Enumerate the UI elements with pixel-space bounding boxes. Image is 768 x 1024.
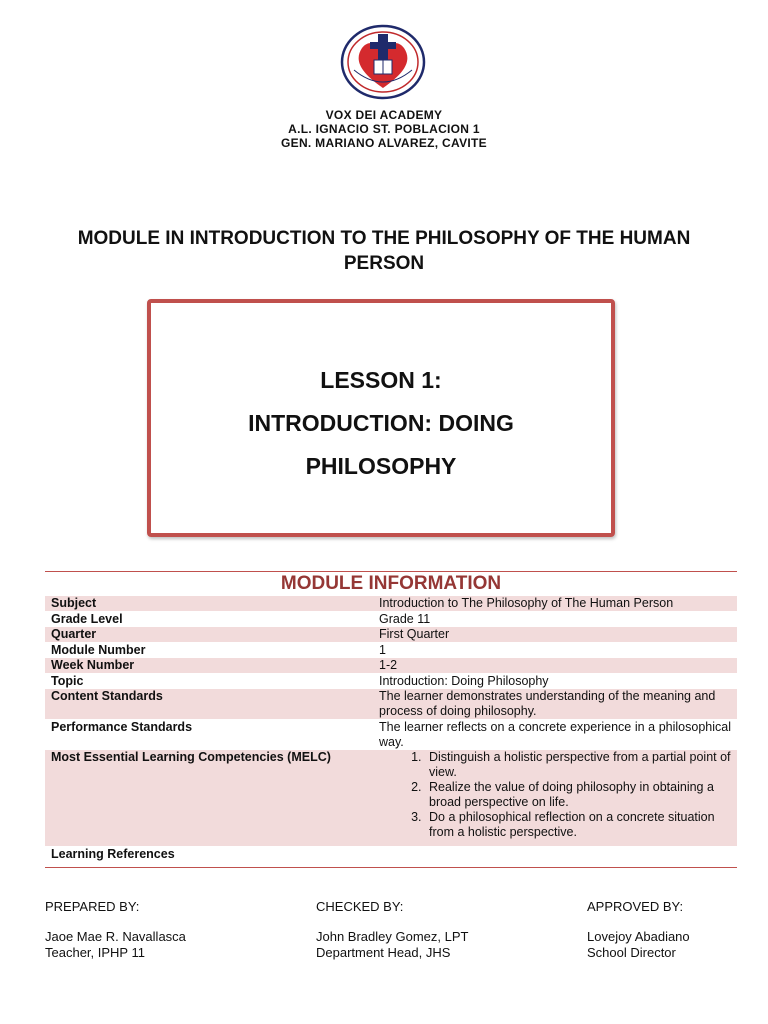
prepared-by-name: Jaoe Mae R. Navallasca bbox=[45, 929, 186, 944]
table-row bbox=[45, 596, 737, 612]
topic-value: Introduction: Doing Philosophy bbox=[379, 674, 549, 688]
module-info-heading: MODULE INFORMATION bbox=[280, 573, 502, 594]
subject-value: Introduction to The Philosophy of The Human Person bbox=[373, 596, 737, 612]
learning-references-label: Learning References bbox=[51, 847, 175, 861]
checked-by-name: John Bradley Gomez, LPT bbox=[316, 929, 469, 944]
lesson-title-line-2: PHILOSOPHY bbox=[305, 453, 457, 479]
performance-standards-value: The learner reflects on a concrete experience in a philosophical way. bbox=[379, 720, 731, 749]
table-row bbox=[45, 689, 737, 720]
module-info-bottom-rule bbox=[45, 867, 737, 868]
melc-value bbox=[373, 750, 737, 847]
week-number-label: Week Number bbox=[45, 658, 373, 674]
checked-by-role: Department Head, JHS bbox=[316, 945, 451, 960]
week-number-value: 1-2 bbox=[373, 658, 737, 674]
approved-by-heading: APPROVED BY: bbox=[587, 899, 684, 914]
quarter-value: First Quarter bbox=[373, 627, 737, 643]
school-seal-logo bbox=[340, 24, 426, 100]
grade-level-value: Grade 11 bbox=[379, 612, 431, 626]
lesson-title-line-1: INTRODUCTION: DOING bbox=[248, 410, 514, 436]
prepared-by-heading: PREPARED BY: bbox=[45, 899, 140, 914]
lesson-title-box bbox=[147, 299, 615, 537]
content-standards-value: The learner demonstrates understanding of the meaning and process of doing philosophy. bbox=[373, 689, 737, 720]
learning-references-value bbox=[373, 847, 737, 863]
melc-label: Most Essential Learning Competencies (MELC) bbox=[45, 750, 373, 847]
school-address-line-1: A.L. IGNACIO ST. POBLACION 1 bbox=[288, 122, 480, 136]
content-standards-label: Content Standards bbox=[45, 689, 373, 720]
melc-item: 3. Do a philosophical reflection on a concrete situation from a holistic perspective. bbox=[425, 810, 731, 840]
table-row bbox=[45, 612, 737, 628]
table-row bbox=[45, 847, 737, 863]
checked-by-heading: CHECKED BY: bbox=[316, 899, 404, 914]
melc-list bbox=[379, 750, 731, 840]
grade-level-label: Grade Level bbox=[51, 612, 123, 626]
melc-item: 2. Realize the value of doing philosophy in obtaining a broad perspective on life. bbox=[425, 780, 731, 810]
school-name: VOX DEI ACADEMY bbox=[325, 108, 443, 122]
quarter-label: Quarter bbox=[45, 627, 373, 643]
performance-standards-label: Performance Standards bbox=[51, 720, 193, 734]
lesson-number: LESSON 1: bbox=[320, 367, 442, 393]
table-row bbox=[45, 674, 737, 690]
table-row bbox=[45, 750, 737, 847]
module-number-value: 1 bbox=[379, 643, 386, 657]
table-row bbox=[45, 720, 737, 751]
module-info-table bbox=[45, 596, 737, 862]
school-address-line-2: GEN. MARIANO ALVAREZ, CAVITE bbox=[281, 136, 487, 150]
topic-label: Topic bbox=[51, 674, 84, 688]
table-row bbox=[45, 643, 737, 659]
melc-item: 1. Distinguish a holistic perspective from a partial point of view. bbox=[425, 750, 731, 780]
approved-by-role: School Director bbox=[587, 945, 676, 960]
approved-by-name: Lovejoy Abadiano bbox=[587, 929, 690, 944]
table-row bbox=[45, 627, 737, 643]
table-row bbox=[45, 658, 737, 674]
prepared-by-role: Teacher, IPHP 11 bbox=[45, 945, 145, 960]
module-number-label: Module Number bbox=[51, 643, 146, 657]
subject-label: Subject bbox=[45, 596, 373, 612]
module-title: MODULE IN INTRODUCTION TO THE PHILOSOPHY OF THE HUMAN PERSON bbox=[77, 228, 691, 274]
